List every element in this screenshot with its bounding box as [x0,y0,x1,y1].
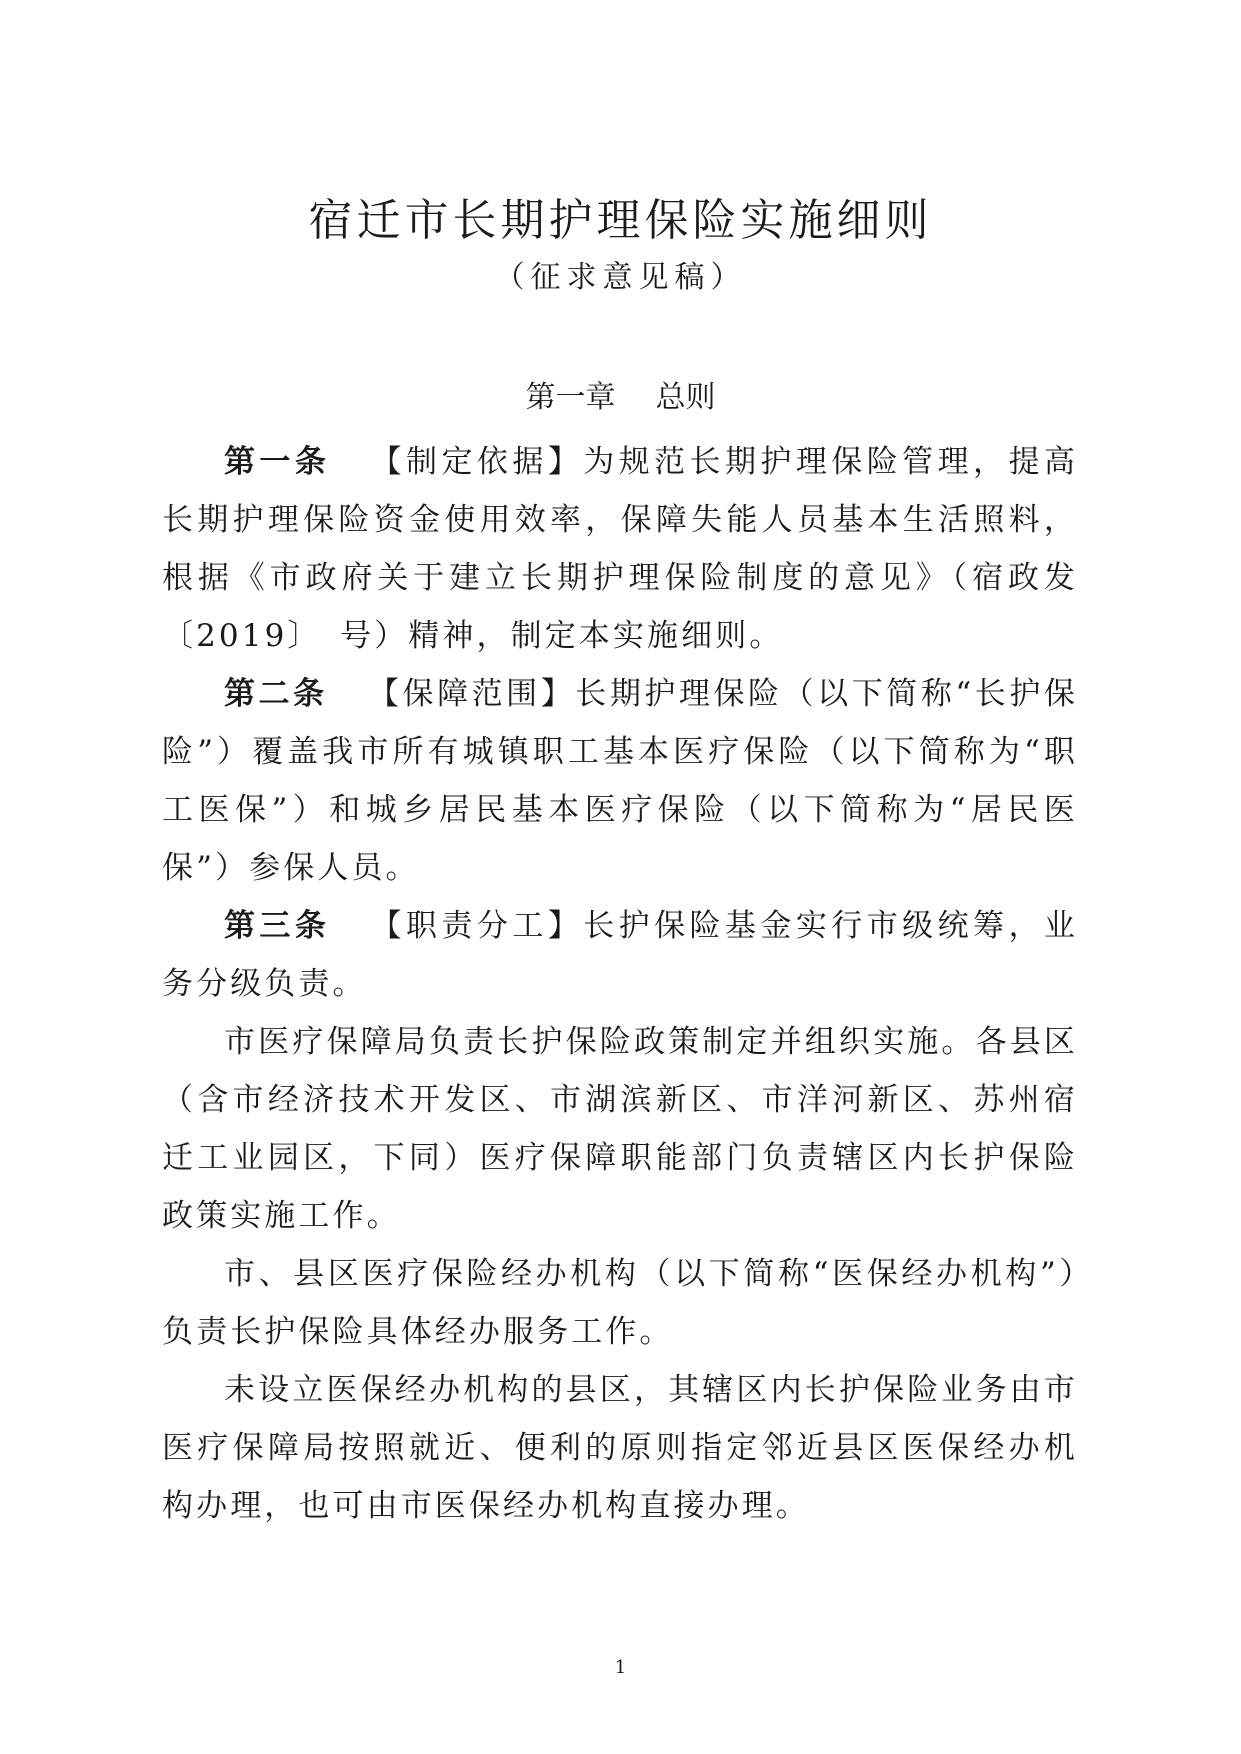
article-number: 第二条 [224,676,328,712]
page-number: 1 [614,1657,627,1678]
document-body [162,433,1078,1535]
article-2 [162,665,1078,897]
paragraph: 市、县区医疗保险经办机构（以下简称“医保经办机构”）负责长护保险具体经办服务工作。 [162,1256,1078,1350]
chapter-heading [0,378,1241,418]
document-subtitle: （征求意见稿） [494,260,747,295]
article-3 [162,897,1078,1013]
article-text: 【职责分工】长护保险基金实行市级统筹，业务分级负责。 [162,908,1078,1002]
article-1 [162,433,1078,665]
document-title: 宿迁市长期护理保险实施细则 [308,195,933,246]
chapter-name: 总则 [655,380,716,415]
article-text: 【制定依据】为规范长期护理保险管理，提高长期护理保险资金使用效率，保障失能人员基本生活照料，根据《市政府关于建立长期护理保险制度的意见》（宿政发〔2019〕 号）精神，制定本实施细则。 [162,444,1078,654]
chapter-number: 第一章 [525,380,616,415]
paragraph: 未设立医保经办机构的县区，其辖区内长护保险业务由市医疗保障局按照就近、便利的原则指定邻近县区医保经办机构办理，也可由市医保经办机构直接办理。 [162,1372,1078,1524]
paragraph: 市医疗保障局负责长护保险政策制定并组织实施。各县区（含市经济技术开发区、市湖滨新区、市洋河新区、苏州宿迁工业园区，下同）医疗保障职能部门负责辖区内长护保险政策实施工作。 [162,1024,1078,1234]
article-number: 第三条 [224,908,331,944]
article-text: 【保障范围】长期护理保险（以下简称“长护保险”）覆盖我市所有城镇职工基本医疗保险（以下简称为“职工医保”）和城乡居民基本医疗保险（以下简称为“居民医保”）参保人员。 [162,676,1078,886]
article-number: 第一条 [224,444,331,480]
